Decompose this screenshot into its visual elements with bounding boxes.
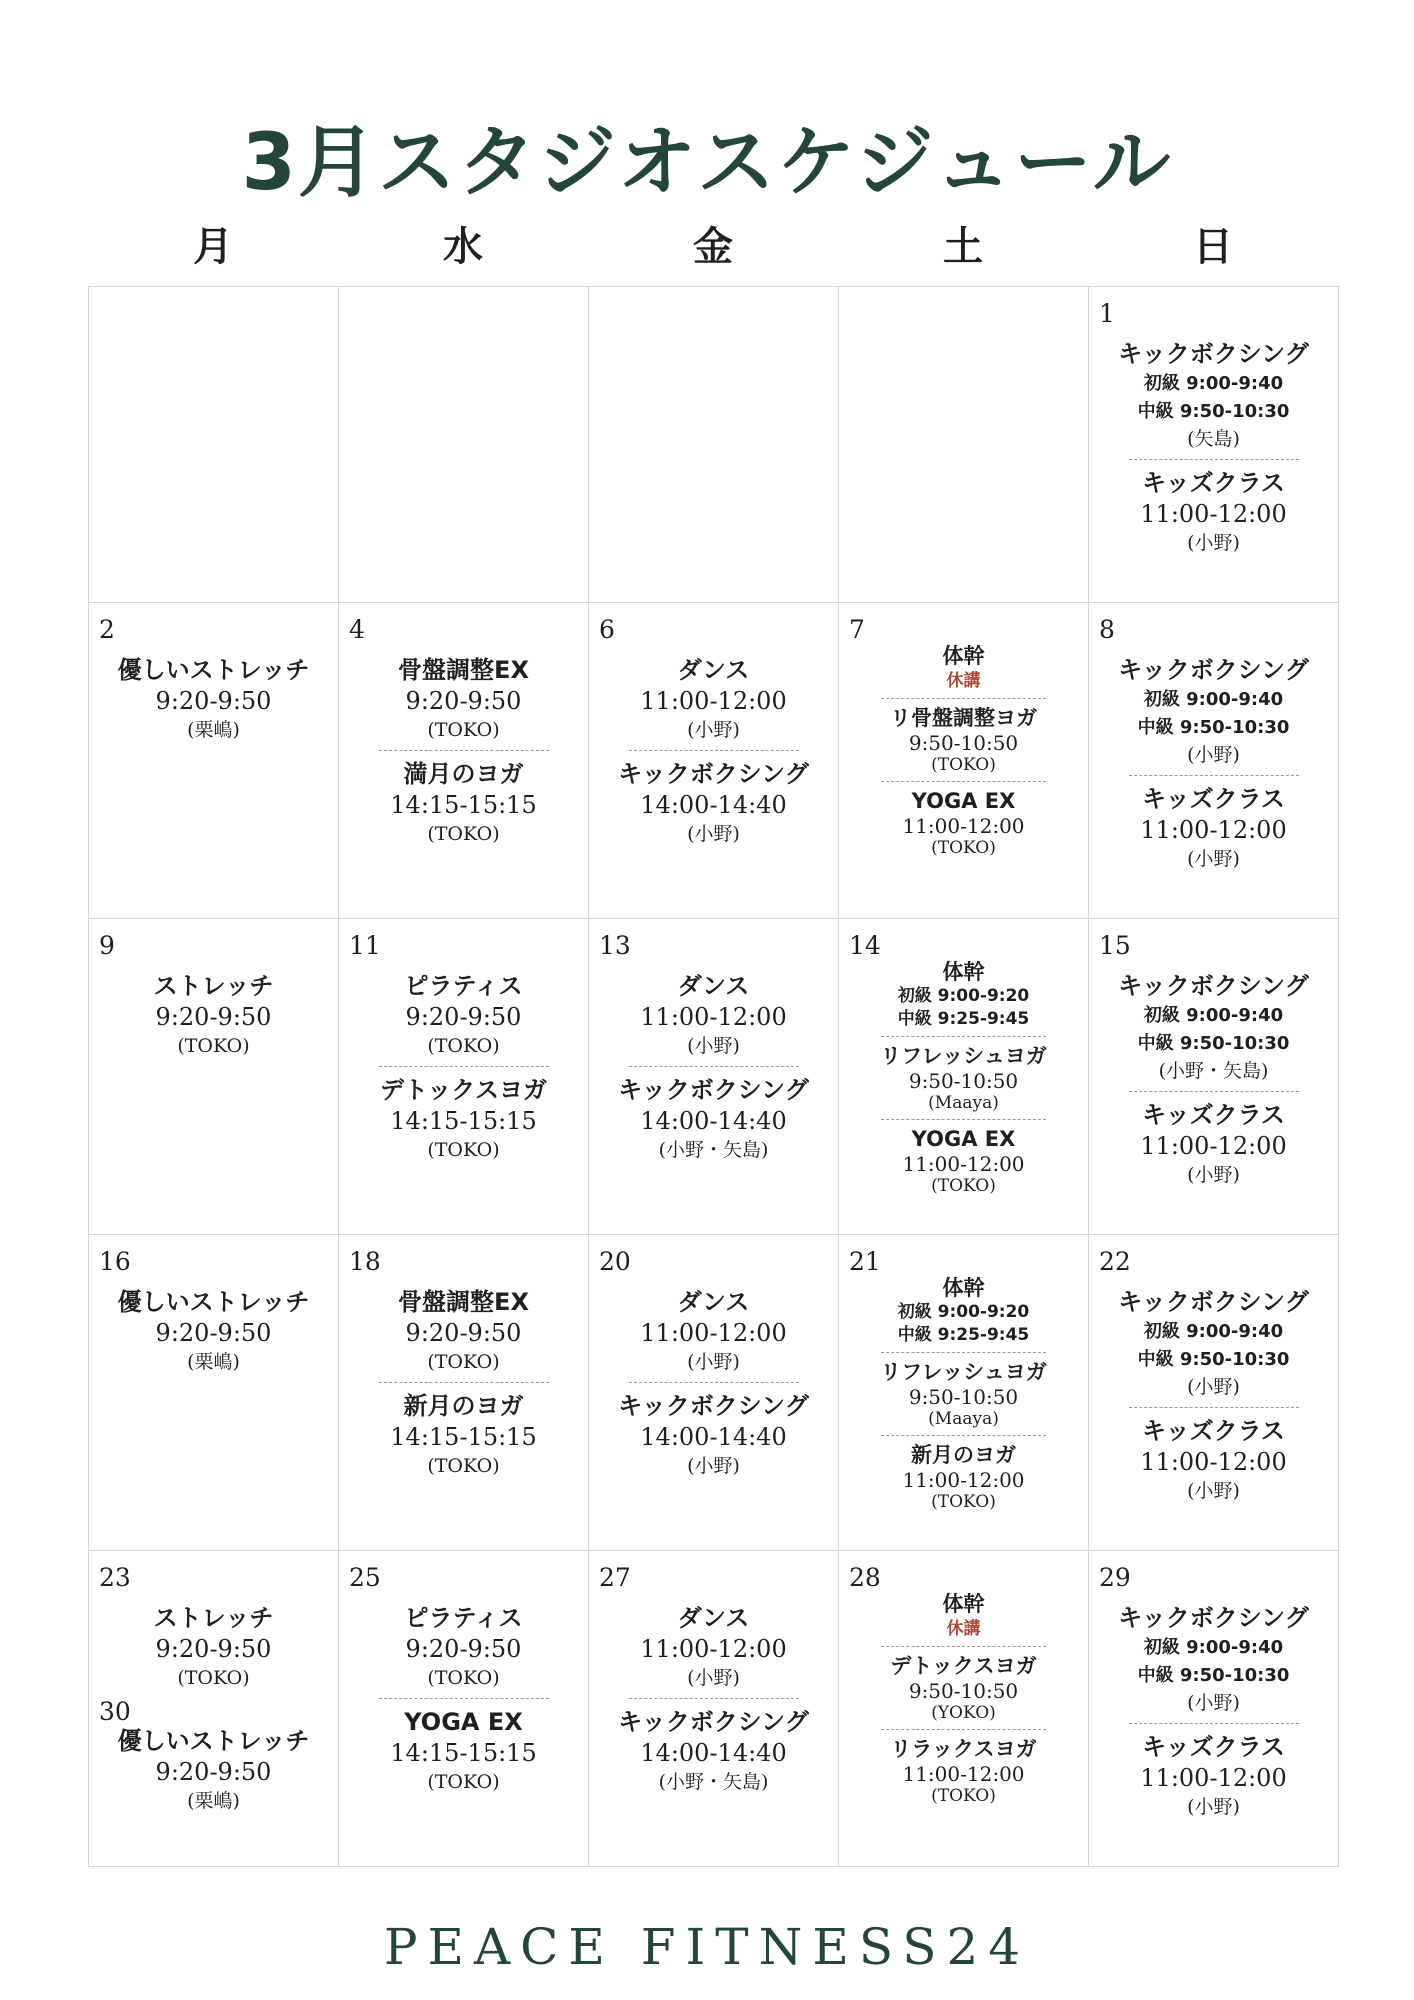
instructor-name: (栗嶋) <box>187 1351 240 1373</box>
event-list <box>93 971 334 1230</box>
event-list <box>343 655 584 914</box>
class-event <box>343 1603 584 1691</box>
instructor-name: (TOKO) <box>427 1139 500 1161</box>
instructor-name: (Maaya) <box>928 1093 999 1113</box>
class-event <box>593 1603 834 1691</box>
class-name: 体幹 <box>942 960 985 984</box>
class-name: キックボクシング <box>1118 972 1309 1000</box>
instructor-name: (小野) <box>1187 744 1240 766</box>
class-event <box>843 1359 1084 1430</box>
calendar-cell <box>838 918 1089 1235</box>
class-time: 14:15-15:15 <box>390 791 537 819</box>
dashed-divider <box>881 1729 1046 1730</box>
class-name: 骨盤調整EX <box>398 1288 529 1316</box>
instructor-name: (小野) <box>1187 1796 1240 1818</box>
day-number: 30 <box>99 1697 131 1726</box>
event-list <box>343 1287 584 1546</box>
event-list <box>93 1287 334 1546</box>
instructor-name: (小野) <box>687 823 740 845</box>
class-name: 体幹 <box>942 1276 985 1300</box>
instructor-name: (YOKO) <box>931 1703 996 1723</box>
weekday-sun: 日 <box>1193 224 1233 270</box>
class-name: リフレッシュヨガ <box>880 1360 1047 1384</box>
level-times <box>898 1301 1030 1347</box>
instructor-name: (TOKO) <box>427 823 500 845</box>
level-time: 初級 9:00-9:40 <box>1143 1005 1284 1026</box>
calendar-cell <box>88 918 339 1235</box>
dashed-divider <box>379 1698 549 1699</box>
instructor-name: (小野) <box>1187 532 1240 554</box>
class-name: ピラティス <box>404 1604 523 1632</box>
instructor-name: (小野) <box>687 719 740 741</box>
instructor-name: (TOKO) <box>931 1786 996 1806</box>
instructor-name: (小野) <box>1187 1164 1240 1186</box>
instructor-name: (小野) <box>1187 1692 1240 1714</box>
dashed-divider <box>1129 775 1299 776</box>
dashed-divider <box>881 1435 1046 1436</box>
class-event <box>343 1707 584 1795</box>
calendar-cell <box>838 602 1089 919</box>
class-time: 9:50-10:50 <box>908 1385 1019 1409</box>
class-time: 11:00-12:00 <box>902 1762 1025 1786</box>
class-event <box>843 1591 1084 1641</box>
class-time: 11:00-12:00 <box>1140 816 1287 844</box>
level-time: 中級 9:50-10:30 <box>1137 401 1290 422</box>
weekday-mon: 月 <box>193 224 233 270</box>
class-name: ダンス <box>677 656 750 684</box>
class-event <box>593 759 834 847</box>
class-name: リフレッシュヨガ <box>880 1044 1047 1068</box>
class-event <box>843 643 1084 693</box>
calendar-cell <box>588 1234 839 1551</box>
instructor-name: (小野) <box>687 1455 740 1477</box>
class-event <box>93 1287 334 1375</box>
level-times <box>1138 686 1290 742</box>
weekday-wed: 水 <box>443 224 483 270</box>
class-time: 9:50-10:50 <box>908 1069 1019 1093</box>
class-name: リラックスヨガ <box>890 1737 1037 1761</box>
day-number: 25 <box>349 1563 381 1592</box>
class-event <box>343 759 584 847</box>
class-name: キッズクラス <box>1142 1101 1285 1129</box>
class-time: 11:00-12:00 <box>640 1319 787 1347</box>
class-event <box>1093 784 1334 872</box>
calendar-cell <box>338 1550 589 1867</box>
class-time: 9:20-9:50 <box>405 1635 522 1663</box>
class-name: キッズクラス <box>1142 1417 1285 1445</box>
class-name: キックボクシング <box>618 1076 809 1104</box>
class-name: ダンス <box>677 972 750 1000</box>
day-number: 14 <box>849 931 881 960</box>
class-event <box>1093 468 1334 556</box>
instructor-name: (小野) <box>1187 1480 1240 1502</box>
calendar-cell <box>588 918 839 1235</box>
class-time: 9:20-9:50 <box>155 1319 272 1347</box>
weekday-header <box>88 215 1338 275</box>
event-list <box>1093 1287 1334 1546</box>
instructor-name: (TOKO) <box>427 1667 500 1689</box>
level-time: 中級 9:50-10:30 <box>1137 717 1290 738</box>
calendar-cell <box>838 1550 1089 1867</box>
level-time: 初級 9:00-9:40 <box>1143 1321 1284 1342</box>
class-event <box>843 1736 1084 1807</box>
day-number: 9 <box>99 931 115 960</box>
level-time: 初級 9:00-9:20 <box>897 1302 1030 1322</box>
class-name: 新月のヨガ <box>403 1392 524 1420</box>
class-time: 14:15-15:15 <box>390 1739 537 1767</box>
instructor-name: (栗嶋) <box>187 1790 240 1812</box>
dashed-divider <box>379 1382 549 1383</box>
event-list <box>843 643 1084 914</box>
day-number: 2 <box>99 615 115 644</box>
calendar-cell <box>338 602 589 919</box>
dashed-divider <box>629 1698 799 1699</box>
class-name: 優しいストレッチ <box>117 1727 310 1755</box>
class-name: キックボクシング <box>618 1392 809 1420</box>
page-title: 3月スタジオスケジュール <box>241 118 1173 208</box>
class-event <box>93 1603 334 1691</box>
instructor-name: (TOKO) <box>427 1035 500 1057</box>
instructor-name: (小野) <box>687 1351 740 1373</box>
class-name: 体幹 <box>942 644 985 668</box>
instructor-name: (TOKO) <box>427 1351 500 1373</box>
brand-footer: PEACE FITNESS24 <box>383 1918 1031 1976</box>
class-time: 11:00-12:00 <box>1140 500 1287 528</box>
instructor-name: (小野) <box>1187 1376 1240 1398</box>
class-time: 11:00-12:00 <box>1140 1132 1287 1160</box>
dashed-divider <box>379 1066 549 1067</box>
level-time: 初級 9:00-9:40 <box>1143 689 1284 710</box>
dashed-divider <box>1129 1407 1299 1408</box>
class-event <box>1093 1603 1334 1716</box>
day-number: 23 <box>99 1563 131 1592</box>
day-number: 6 <box>599 615 615 644</box>
calendar-cell <box>1088 1234 1339 1551</box>
calendar-cell <box>338 918 589 1235</box>
calendar-cell <box>88 286 339 603</box>
class-event <box>843 1442 1084 1513</box>
level-time: 中級 9:50-10:30 <box>1137 1033 1290 1054</box>
weekday-fri: 金 <box>693 224 733 270</box>
class-event <box>93 655 334 743</box>
class-time: 9:20-9:50 <box>155 1003 272 1031</box>
class-time: 11:00-12:00 <box>1140 1448 1287 1476</box>
class-name: ダンス <box>677 1288 750 1316</box>
class-time: 9:20-9:50 <box>155 687 272 715</box>
event-list <box>843 959 1084 1230</box>
class-time: 14:15-15:15 <box>390 1107 537 1135</box>
class-event <box>343 971 584 1059</box>
level-time: 中級 9:25-9:45 <box>897 1325 1030 1345</box>
class-event <box>1093 339 1334 452</box>
class-name: キックボクシング <box>1118 1604 1309 1632</box>
class-event <box>843 1043 1084 1114</box>
class-name: デトックスヨガ <box>890 1654 1037 1678</box>
cancel-note: 休講 <box>946 1619 981 1639</box>
class-event <box>843 1653 1084 1724</box>
day-number: 28 <box>849 1563 881 1592</box>
class-event <box>1093 1416 1334 1504</box>
day-number: 18 <box>349 1247 381 1276</box>
day-number: 8 <box>1099 615 1115 644</box>
class-name: リ骨盤調整ヨガ <box>890 706 1037 730</box>
class-time: 11:00-12:00 <box>640 1003 787 1031</box>
instructor-name: (Maaya) <box>928 1409 999 1429</box>
dashed-divider <box>629 1066 799 1067</box>
class-event <box>1093 971 1334 1084</box>
instructor-name: (TOKO) <box>177 1667 250 1689</box>
class-event <box>343 655 584 743</box>
instructor-name: (小野) <box>1187 848 1240 870</box>
instructor-name: (TOKO) <box>427 1455 500 1477</box>
class-time: 11:00-12:00 <box>902 814 1025 838</box>
class-name: キックボクシング <box>1118 1288 1309 1316</box>
class-name: キックボクシング <box>1118 340 1309 368</box>
event-list <box>843 1275 1084 1546</box>
event-list <box>1093 655 1334 914</box>
class-event <box>843 1126 1084 1197</box>
instructor-name: (TOKO) <box>931 755 996 775</box>
calendar-cell <box>1088 602 1339 919</box>
day-number: 20 <box>599 1247 631 1276</box>
level-time: 中級 9:50-10:30 <box>1137 1665 1290 1686</box>
class-name: ストレッチ <box>153 972 274 1000</box>
class-event <box>843 1275 1084 1347</box>
class-event <box>593 971 834 1059</box>
level-time: 初級 9:00-9:40 <box>1143 1637 1284 1658</box>
day-number: 11 <box>349 931 381 960</box>
day-number: 27 <box>599 1563 631 1592</box>
class-time: 11:00-12:00 <box>640 687 787 715</box>
class-name: ダンス <box>677 1604 750 1632</box>
class-name: YOGA EX <box>404 1708 523 1736</box>
cancel-note: 休講 <box>946 671 981 691</box>
event-list <box>843 339 1084 598</box>
dashed-divider <box>881 1119 1046 1120</box>
class-name: 骨盤調整EX <box>398 656 529 684</box>
class-event <box>343 1075 584 1163</box>
calendar-cell <box>88 1550 339 1867</box>
dashed-divider <box>881 698 1046 699</box>
calendar-cell <box>1088 1550 1339 1867</box>
class-time: 14:00-14:40 <box>640 1423 787 1451</box>
level-times <box>898 985 1030 1031</box>
class-time: 14:15-15:15 <box>390 1423 537 1451</box>
class-name: デトックスヨガ <box>379 1076 548 1104</box>
class-event <box>1093 1732 1334 1820</box>
event-list <box>343 339 584 598</box>
class-time: 9:20-9:50 <box>405 1319 522 1347</box>
instructor-name: (小野・矢島) <box>1158 1060 1269 1082</box>
calendar-cell <box>338 286 589 603</box>
class-event <box>343 1287 584 1375</box>
event-list <box>1093 339 1334 598</box>
instructor-name: (小野) <box>687 1667 740 1689</box>
class-time: 14:00-14:40 <box>640 1107 787 1135</box>
event-list <box>593 339 834 598</box>
calendar-cell <box>588 602 839 919</box>
instructor-name: (小野・矢島) <box>658 1139 769 1161</box>
level-time: 中級 9:50-10:30 <box>1137 1349 1290 1370</box>
instructor-name: (TOKO) <box>931 1492 996 1512</box>
instructor-name: (TOKO) <box>177 1035 250 1057</box>
level-times <box>1138 370 1290 426</box>
class-name: 満月のヨガ <box>403 760 524 788</box>
class-name: YOGA EX <box>911 789 1016 813</box>
class-time: 11:00-12:00 <box>640 1635 787 1663</box>
class-time: 9:20-9:50 <box>405 687 522 715</box>
class-name: 優しいストレッチ <box>117 656 310 684</box>
day-number: 16 <box>99 1247 131 1276</box>
class-time: 9:20-9:50 <box>155 1635 272 1663</box>
instructor-name: (小野) <box>687 1035 740 1057</box>
dashed-divider <box>629 750 799 751</box>
instructor-name: (TOKO) <box>931 838 996 858</box>
day-number: 13 <box>599 931 631 960</box>
class-event <box>1093 655 1334 768</box>
class-event <box>93 971 334 1059</box>
class-time: 9:50-10:50 <box>908 1679 1019 1703</box>
dashed-divider <box>881 1036 1046 1037</box>
class-time: 9:20-9:50 <box>155 1758 272 1786</box>
event-list <box>93 655 334 914</box>
class-event <box>843 959 1084 1031</box>
level-times <box>1138 1002 1290 1058</box>
event-list <box>1093 971 1334 1230</box>
class-name: キックボクシング <box>618 1708 809 1736</box>
calendar-cell <box>588 286 839 603</box>
event-list <box>93 1603 334 1862</box>
instructor-name: (TOKO) <box>931 1176 996 1196</box>
day-number: 1 <box>1099 299 1115 328</box>
dashed-divider <box>379 750 549 751</box>
event-list <box>593 971 834 1230</box>
calendar-cell <box>1088 918 1339 1235</box>
level-time: 初級 9:00-9:20 <box>897 986 1030 1006</box>
day-number: 29 <box>1099 1563 1131 1592</box>
class-event <box>593 1075 834 1163</box>
calendar-cell <box>1088 286 1339 603</box>
event-list <box>593 655 834 914</box>
class-time: 11:00-12:00 <box>902 1152 1025 1176</box>
dashed-divider <box>881 781 1046 782</box>
class-name: ストレッチ <box>153 1604 274 1632</box>
day-number: 15 <box>1099 931 1131 960</box>
calendar-cell <box>838 286 1089 603</box>
class-name: 体幹 <box>942 1592 985 1616</box>
instructor-name: (矢島) <box>1187 428 1240 450</box>
event-list <box>343 971 584 1230</box>
class-event <box>593 1391 834 1479</box>
class-event <box>93 1726 334 1814</box>
class-time: 11:00-12:00 <box>902 1468 1025 1492</box>
dashed-divider <box>881 1646 1046 1647</box>
class-time: 11:00-12:00 <box>1140 1764 1287 1792</box>
class-event <box>593 1287 834 1375</box>
class-event <box>1093 1287 1334 1400</box>
instructor-name: (栗嶋) <box>187 719 240 741</box>
event-list <box>593 1603 834 1862</box>
class-event <box>843 788 1084 859</box>
level-times <box>1138 1634 1290 1690</box>
calendar-cell <box>338 1234 589 1551</box>
calendar-grid <box>88 286 1338 1868</box>
event-list <box>1093 1603 1334 1862</box>
class-time: 14:00-14:40 <box>640 1739 787 1767</box>
class-event <box>593 655 834 743</box>
class-event <box>593 1707 834 1795</box>
event-list <box>93 339 334 598</box>
dashed-divider <box>629 1382 799 1383</box>
class-name: キックボクシング <box>1118 656 1309 684</box>
class-name: 優しいストレッチ <box>117 1288 310 1316</box>
class-time: 14:00-14:40 <box>640 791 787 819</box>
class-name: キッズクラス <box>1142 785 1285 813</box>
instructor-name: (小野・矢島) <box>658 1771 769 1793</box>
class-time: 9:50-10:50 <box>908 731 1019 755</box>
day-number: 22 <box>1099 1247 1131 1276</box>
class-name: キッズクラス <box>1142 469 1285 497</box>
weekday-sat: 土 <box>943 224 983 270</box>
day-number: 4 <box>349 615 365 644</box>
dashed-divider <box>1129 1723 1299 1724</box>
event-list <box>343 1603 584 1862</box>
class-name: キックボクシング <box>618 760 809 788</box>
calendar-cell <box>88 602 339 919</box>
dashed-divider <box>1129 459 1299 460</box>
event-list <box>843 1591 1084 1862</box>
calendar-cell <box>588 1550 839 1867</box>
class-name: ピラティス <box>404 972 523 1000</box>
instructor-name: (TOKO) <box>427 719 500 741</box>
class-event <box>1093 1100 1334 1188</box>
level-time: 中級 9:25-9:45 <box>897 1009 1030 1029</box>
class-time: 9:20-9:50 <box>405 1003 522 1031</box>
instructor-name: (TOKO) <box>427 1771 500 1793</box>
class-name: 新月のヨガ <box>911 1443 1016 1467</box>
level-times <box>1138 1318 1290 1374</box>
class-name: YOGA EX <box>911 1127 1016 1151</box>
level-time: 初級 9:00-9:40 <box>1143 373 1284 394</box>
class-event <box>343 1391 584 1479</box>
class-name: キッズクラス <box>1142 1733 1285 1761</box>
event-list <box>593 1287 834 1546</box>
calendar-cell <box>838 1234 1089 1551</box>
day-number: 21 <box>849 1247 881 1276</box>
day-number: 7 <box>849 615 865 644</box>
dashed-divider <box>1129 1091 1299 1092</box>
class-event <box>843 705 1084 776</box>
dashed-divider <box>881 1352 1046 1353</box>
calendar-cell <box>88 1234 339 1551</box>
